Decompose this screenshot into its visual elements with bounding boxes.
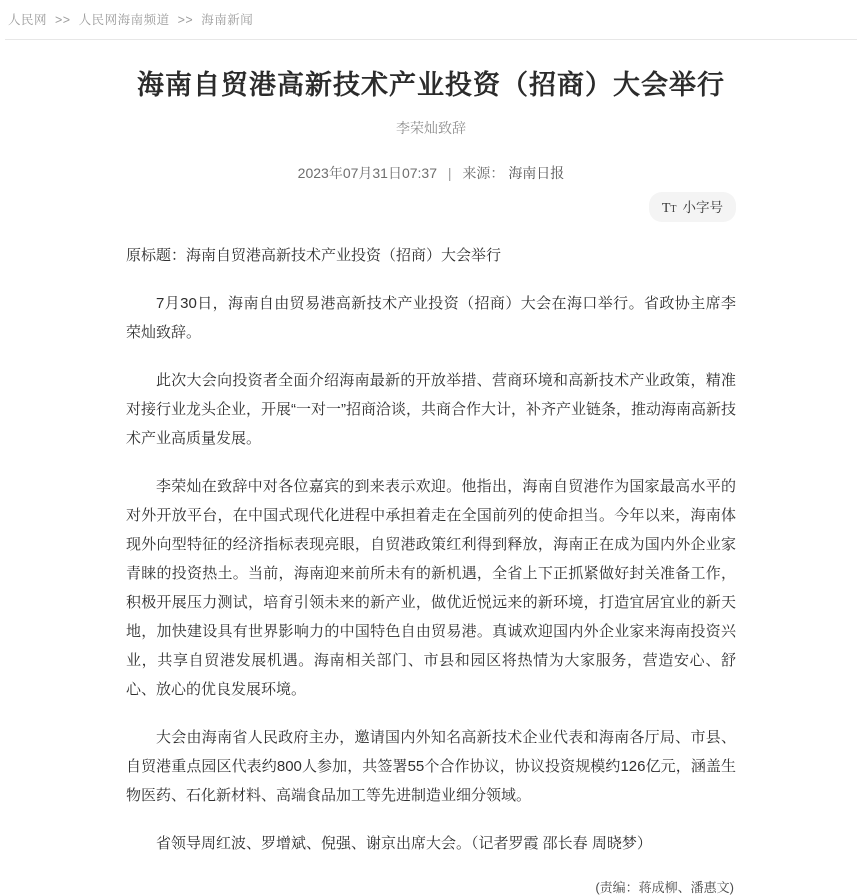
article-paragraph: 大会由海南省人民政府主办，邀请国内外知名高新技术企业代表和海南各厅局、市县、自贸港重点园区代表约800人参加，共签署55个合作协议，协议投资规模约126亿元，涵盖生物医药、石化新材料、高端食品加工等先进制造业细分领域。 bbox=[126, 728, 736, 804]
publish-datetime: 2023年07月31日07:37 bbox=[297, 164, 437, 181]
font-size-label: 小字号 bbox=[682, 199, 723, 215]
article-toolbar bbox=[126, 192, 736, 222]
font-size-icon: TT bbox=[661, 200, 677, 216]
header-divider bbox=[5, 39, 857, 40]
breadcrumb-link-hainan-channel[interactable]: 人民网海南频道 bbox=[78, 13, 170, 27]
article-paragraph: 7月30日，海南自由贸易港高新技术产业投资（招商）大会在海口举行。省政协主席李荣灿致辞。 bbox=[126, 294, 736, 341]
article-meta bbox=[126, 163, 736, 183]
source-link[interactable]: 海南日报 bbox=[508, 164, 565, 181]
breadcrumb bbox=[0, 0, 862, 39]
article-paragraph: 此次大会向投资者全面介绍海南最新的开放举措、营商环境和高新技术产业政策，精准对接行业龙头企业，开展“一对一”招商洽谈，共商合作大计，补齐产业链条，推动海南高新技术产业高质量发展。 bbox=[126, 371, 736, 447]
article-paragraph: 省领导周红波、罗增斌、倪强、谢京出席大会。（记者罗霞 邵长春 周晓梦） bbox=[156, 834, 652, 852]
page-title: 海南自贸港高新技术产业投资（招商）大会举行 bbox=[137, 70, 725, 100]
breadcrumb-link-peoples-daily[interactable]: 人民网 bbox=[8, 13, 48, 27]
article bbox=[126, 69, 736, 896]
breadcrumb-separator: >> bbox=[55, 13, 71, 27]
meta-divider: | bbox=[447, 164, 452, 181]
article-paragraph: 李荣灿在致辞中对各位嘉宾的到来表示欢迎。他指出，海南自贸港作为国家最高水平的对外开放平台，在中国式现代化进程中承担着走在全国前列的使命担当。今年以来，海南体现外向型特征的经济指标表现亮眼，自贸港政策红利得到释放，海南正在成为国内外企业家青睐的投资热土。当前，海南迎来前所未有的新机遇，全省上下正抓紧做好封关准备工作，积极开展压力测试，培育引领未来的新产业，做优近悦远来的新环境，打造宜居宜业的新天地，加快建设具有世界影响力的中国特色自由贸易港。真诚欢迎国内外企业家来海南投资兴业，共享自贸港发展机遇。海南相关部门、市县和园区将热情为大家服务，营造安心、舒心、放心的优良发展环境。 bbox=[126, 477, 736, 698]
article-body bbox=[126, 241, 736, 858]
article-subtitle: 李荣灿致辞 bbox=[396, 119, 466, 136]
breadcrumb-link-hainan-news[interactable]: 海南新闻 bbox=[201, 13, 254, 27]
editors-note: (责编：蒋成柳、潘惠文) bbox=[595, 879, 734, 895]
font-size-button[interactable] bbox=[649, 192, 736, 222]
original-title-line: 原标题：海南自贸港高新技术产业投资（招商）大会举行 bbox=[126, 246, 502, 264]
breadcrumb-separator: >> bbox=[177, 13, 194, 27]
source-label: 来源： bbox=[462, 164, 505, 181]
